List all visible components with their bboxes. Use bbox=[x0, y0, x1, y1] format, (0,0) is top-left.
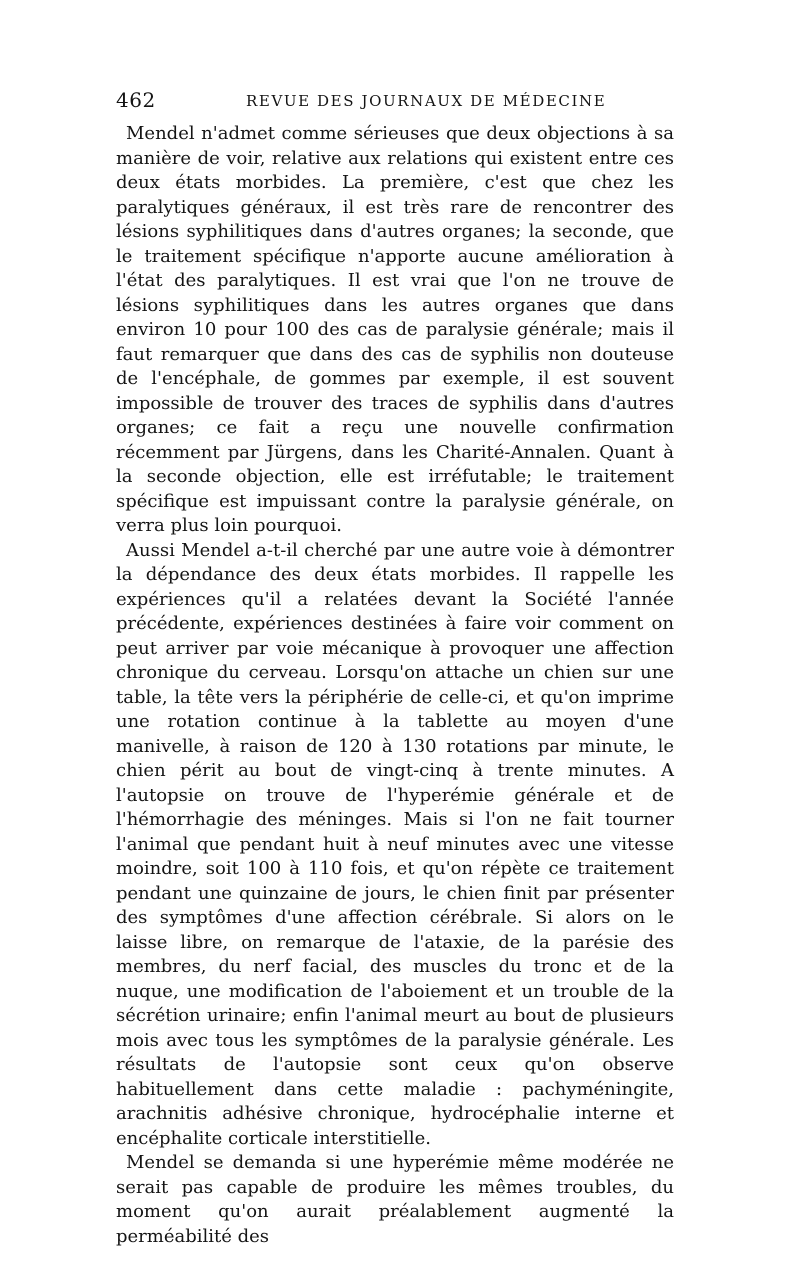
page-header bbox=[116, 88, 674, 122]
page-number: 462 bbox=[116, 88, 156, 112]
running-title: REVUE DES JOURNAUX DE MÉDECINE bbox=[246, 92, 607, 110]
book-page bbox=[116, 88, 674, 1249]
body-text bbox=[116, 122, 674, 1249]
paragraph: Mendel n'admet comme sérieuses que deux objections à sa manière de voir, relative aux relations qui existent entre ces deux états morbides. La première, c'est que chez les paralytiques généraux, il est très rare de rencontrer des lésions syphilitiques dans d'autres organes; la seconde, que le traitement spécifique n'apporte aucune amélioration à l'état des paralytiques. Il est vrai que l'on ne trouve de lésions syphilitiques dans les autres organes que dans environ 10 pour 100 des cas de paralysie générale; mais il faut remarquer que dans des cas de syphilis non douteuse de l'encéphale, de gommes par exemple, il est souvent impossible de trouver des traces de syphilis dans d'autres organes; ce fait a reçu une nouvelle confirmation récemment par Jürgens, dans les Charité-Annalen. Quant à la seconde objection, elle est irréfutable; le traitement spécifique est impuissant contre la paralysie générale, on verra plus loin pourquoi. bbox=[116, 123, 674, 536]
paragraph: Mendel se demanda si une hyperémie même modérée ne serait pas capable de produire les mêmes troubles, du moment qu'on aurait préalablement augmenté la perméabilité des bbox=[116, 1152, 674, 1247]
paragraph: Aussi Mendel a-t-il cherché par une autre voie à démontrer la dépendance des deux états morbides. Il rappelle les expériences qu'il a relatées devant la Société l'année précédente, expériences destinées à faire voir comment on peut arriver par voie mécanique à provoquer une affection chronique du cerveau. Lorsqu'on attache un chien sur une table, la tête vers la périphérie de celle-ci, et qu'on imprime une rotation continue à la tablette au moyen d'une manivelle, à raison de 120 à 130 rotations par minute, le chien périt au bout de vingt-cinq à trente minutes. A l'autopsie on trouve de l'hyperémie générale et de l'hémorrhagie des méninges. Mais si l'on ne fait tourner l'animal que pendant huit à neuf minutes avec une vitesse moindre, soit 100 à 110 fois, et qu'on répète ce traitement pendant une quinzaine de jours, le chien finit par présenter des symptômes d'une affection cérébrale. Si alors on le laisse libre, on remarque de l'ataxie, de la parésie des membres, du nerf facial, des muscles du tronc et de la nuque, une modification de l'aboiement et un trouble de la sécrétion urinaire; enfin l'animal meurt au bout de plusieurs mois avec tous les symptômes de la paralysie générale. Les résultats de l'autopsie sont ceux qu'on observe habituellement dans cette maladie : pachyméningite, arachnitis adhésive chronique, hydrocéphalie interne et encéphalite corticale interstitielle. bbox=[116, 539, 674, 1149]
